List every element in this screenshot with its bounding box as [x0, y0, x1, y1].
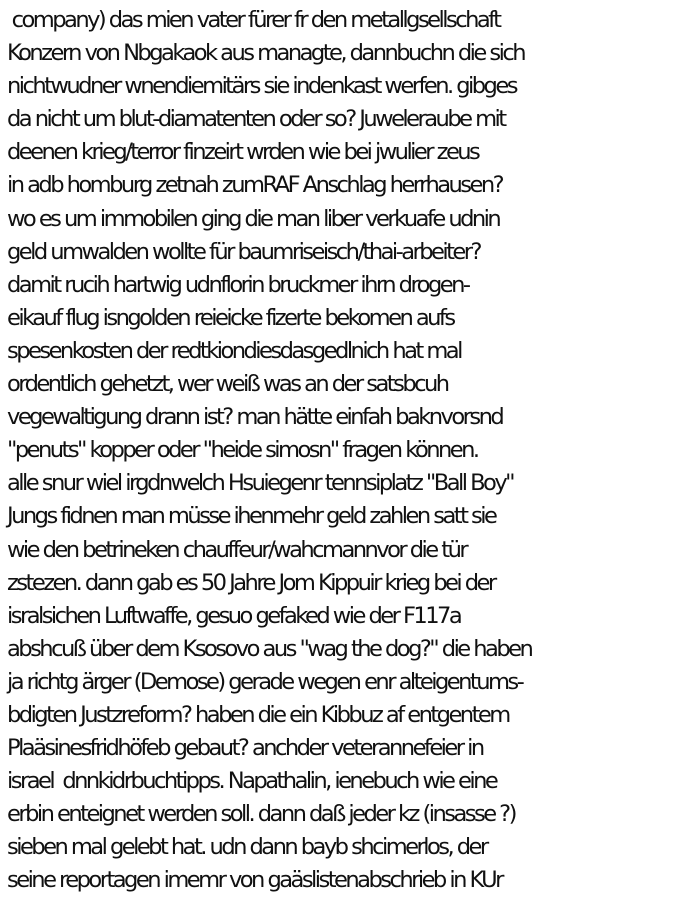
text-line-17: wie den betrineken chauffeur/wahcmannvor die tür [7, 536, 467, 563]
text-line-6: in adb homburg zetnah zumRAF Anschlag herrhausen? [7, 172, 503, 199]
text-line-25: erbin enteignet werden soll. dann daß jeder kz (insasse ?) [7, 801, 515, 828]
text-line-24: israel dnnkidrbuchtipps. Napathalin, ienebuch wie eine [7, 768, 497, 795]
text-line-23: Plaäsinesfridhöfeb gebaut? anchder veterannefeier in [7, 735, 483, 762]
text-line-1: company) das mien vater fürer fr den metallgsellschaft [7, 7, 500, 33]
text-line-5: deenen krieg/terror finzeirt wrden wie bei jwulier zeus [7, 139, 479, 166]
text-line-21: ja richtg ärger (Demose) gerade wegen enr alteigentums- [7, 668, 523, 695]
text-line-8: geld umwalden wollte für baumriseisch/thai-arbeiter? [7, 238, 480, 265]
text-line-26: sieben mal gelebt hat. udn dann bayb shcimerlos, der [7, 834, 487, 861]
text-line-16: Jungs fidnen man müsse ihenmehr geld zahlen satt sie [7, 503, 496, 530]
text-line-4: da nicht um blut-diamatenten oder so? Juweleraube mit [7, 106, 505, 133]
text-line-18: zstezen. dann gab es 50 Jahre Jom Kippuir krieg bei der [7, 569, 495, 596]
text-line-27: seine reportagen imemr von gaäslistenabschrieb in KUr [7, 867, 502, 894]
text-line-15: alle snur wiel irgdnwelch Hsuiegenr tennsiplatz "Ball Boy" [7, 470, 513, 497]
text-line-13: vegewaltigung drann ist? man hätte einfah baknvorsnd [7, 404, 503, 431]
text-line-7: wo es um immobilen ging die man liber verkuafe udnin [7, 205, 500, 232]
text-line-11: spesenkosten der redtkiondiesdasgedlnich hat mal [7, 337, 461, 364]
text-line-22: bdigten Justzreform? haben die ein Kibbuz af entgentem [7, 701, 509, 728]
text-line-19: isralsichen Luftwaffe, gesuo gefaked wie der F117a [7, 602, 461, 629]
text-line-3: nichtwudner wnendiemitärs sie indenkast werfen. gibges [7, 73, 516, 100]
text-line-9: damit rucih hartwig udnflorin bruckmer ihrn drogen- [7, 271, 469, 298]
text-line-10: eikauf flug isngolden reieicke fizerte bekomen aufs [7, 304, 454, 331]
text-line-20: abshcuß über dem Ksosovo aus "wag the dog?" die haben [7, 635, 532, 662]
text-line-2: Konzern von Nbgakaok aus managte, dannbuchn die sich [7, 40, 524, 67]
text-line-12: ordentlich gehetzt, wer weiß was an der satsbcuh [7, 371, 448, 398]
text-line-14: "penuts" kopper oder "heide simosn" fragen können. [7, 437, 478, 464]
